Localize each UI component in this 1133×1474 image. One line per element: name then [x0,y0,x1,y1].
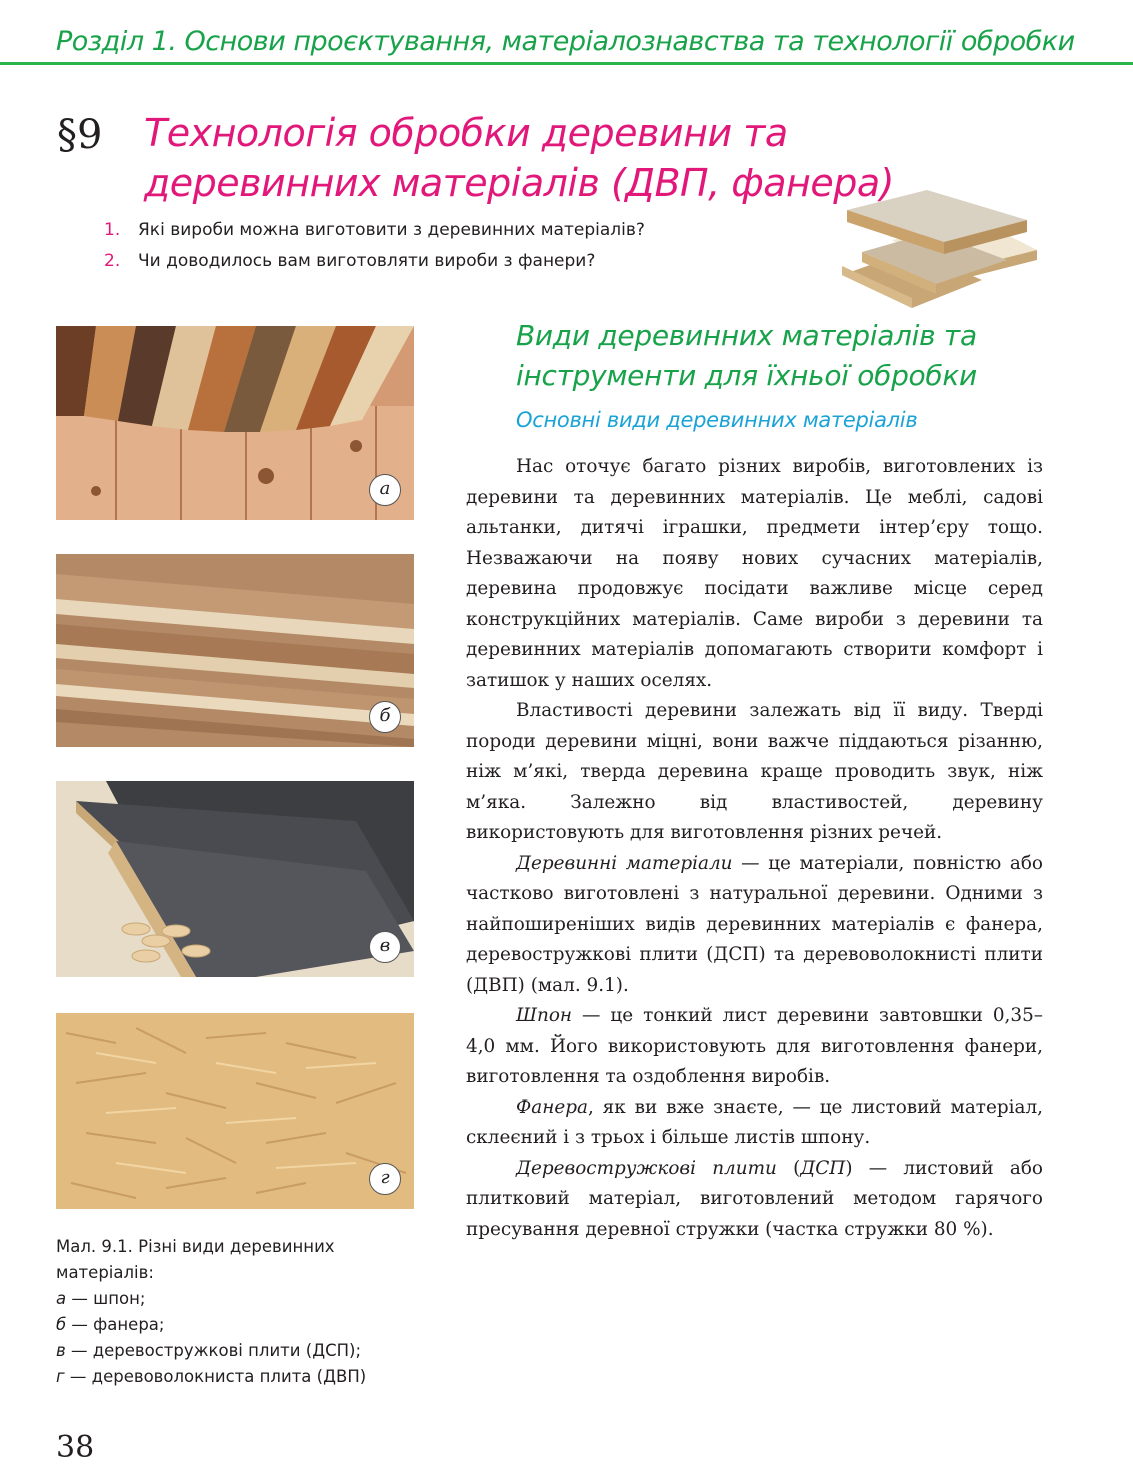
subsection-heading: Основні види деревинних матеріалів [516,408,918,432]
caption-text: Різні види деревинних матеріалів: [56,1237,335,1282]
caption-item [56,1286,426,1312]
caption-item-text: — деревостружкові плити (ДСП); [65,1341,362,1360]
body-paragraph [466,1093,1043,1154]
definition: — це тонкий лист деревини завтовшки 0,35–4,0 мм. Його використовують для виготовлення фанери, виготовлення та оздоблення виробів. [466,1005,1043,1087]
particle-board-stack-illustration [832,180,1052,310]
term: Фанера [516,1096,588,1118]
body-paragraph: Властивості деревини залежать від її виду. Тверді породи деревини міцні, вони важче піддаються різанню, ніж м’які, тверда деревина краще проводить звук, ніж м’яка. Залежно від властивостей, деревину використовують для виготовлення різних речей. [466,700,1043,843]
question-text: Які вироби можна виготовити з деревинних матеріалів? [138,220,645,240]
header-divider [0,62,1133,65]
caption-letter: г [56,1367,65,1386]
caption-title [56,1234,426,1286]
fiberboard-photo [56,1013,414,1209]
body-paragraph [466,1154,1043,1246]
body-paragraph: Нас оточує багато різних виробів, виготовлених із деревини та деревинних матеріалів. Це меблі, садові альтанки, дитячі іграшки, предмети інтер’єру тощо. Незважаючи на появу нових сучасних матеріалів, деревина продовжує посідати важливе місце серед конструкційних матеріалів. Саме вироби з деревини та деревинних матеріалів допомагають створити комфорт і затишок у наших оселях. [466,456,1043,691]
section-heading: Види деревинних матеріалів та інструменти для їхньої обробки [516,319,977,392]
caption-item-text: — фанера; [66,1315,165,1334]
caption-item [56,1364,426,1390]
question-item [104,220,645,251]
paragraph-title: Технологія обробки деревини та деревинних матеріалів (ДВП, фанера) [144,111,894,205]
abbreviation: ДСП [800,1157,846,1179]
question-number: 2. [104,251,121,271]
caption-item-text: — шпон; [66,1289,146,1308]
body-paragraph [466,1001,1043,1093]
question-number: 1. [104,220,121,240]
review-questions [104,220,645,282]
body-paragraph [466,849,1043,1002]
chapter-header: Розділ 1. Основи проєктування, матеріалознавства та технології обробки [56,26,1075,57]
caption-prefix: Мал. 9.1. [56,1237,133,1256]
figure-label-c: в [369,931,401,963]
caption-item [56,1338,426,1364]
definition: ) — листовий або плитковий матеріал, виготовлений методом гарячого пресування деревної стружки (частка стружки 80 %). [466,1157,1043,1240]
page-number: 38 [56,1430,95,1465]
figure-label-a: а [369,474,401,506]
paren-open: ( [776,1157,801,1179]
figure-label-d: г [369,1163,401,1195]
body-text [466,452,1043,1245]
figure-caption [56,1234,426,1390]
definition: — це матеріали, повністю або частково виготовлені з натуральної деревини. Одними з найпоширеніших видів деревинних матеріалів є фанера, деревостружкові плити (ДСП) та деревоволокнисті плити (ДВП) (мал. 9.1). [466,852,1044,996]
term: Деревинні матеріали [516,852,733,874]
definition: , як ви вже знаєте, — це листовий матеріал, склеєний і з трьох і більше листів шпону. [466,1096,1043,1148]
term: Деревостружкові плити [516,1157,777,1179]
caption-letter: в [56,1341,66,1360]
figure-label-b: б [369,701,401,733]
caption-item [56,1312,426,1338]
particle-board-photo [56,781,414,977]
caption-letter: б [56,1315,67,1334]
veneer-photo [56,326,414,520]
term: Шпон [516,1005,573,1026]
question-item [104,251,645,282]
question-text: Чи доводилось вам виготовляти вироби з фанери? [138,251,596,271]
caption-item-text: — деревоволокниста плита (ДВП) [64,1367,367,1386]
caption-letter: а [56,1289,67,1308]
paragraph-number: §9 [57,112,103,158]
plywood-photo [56,554,414,747]
